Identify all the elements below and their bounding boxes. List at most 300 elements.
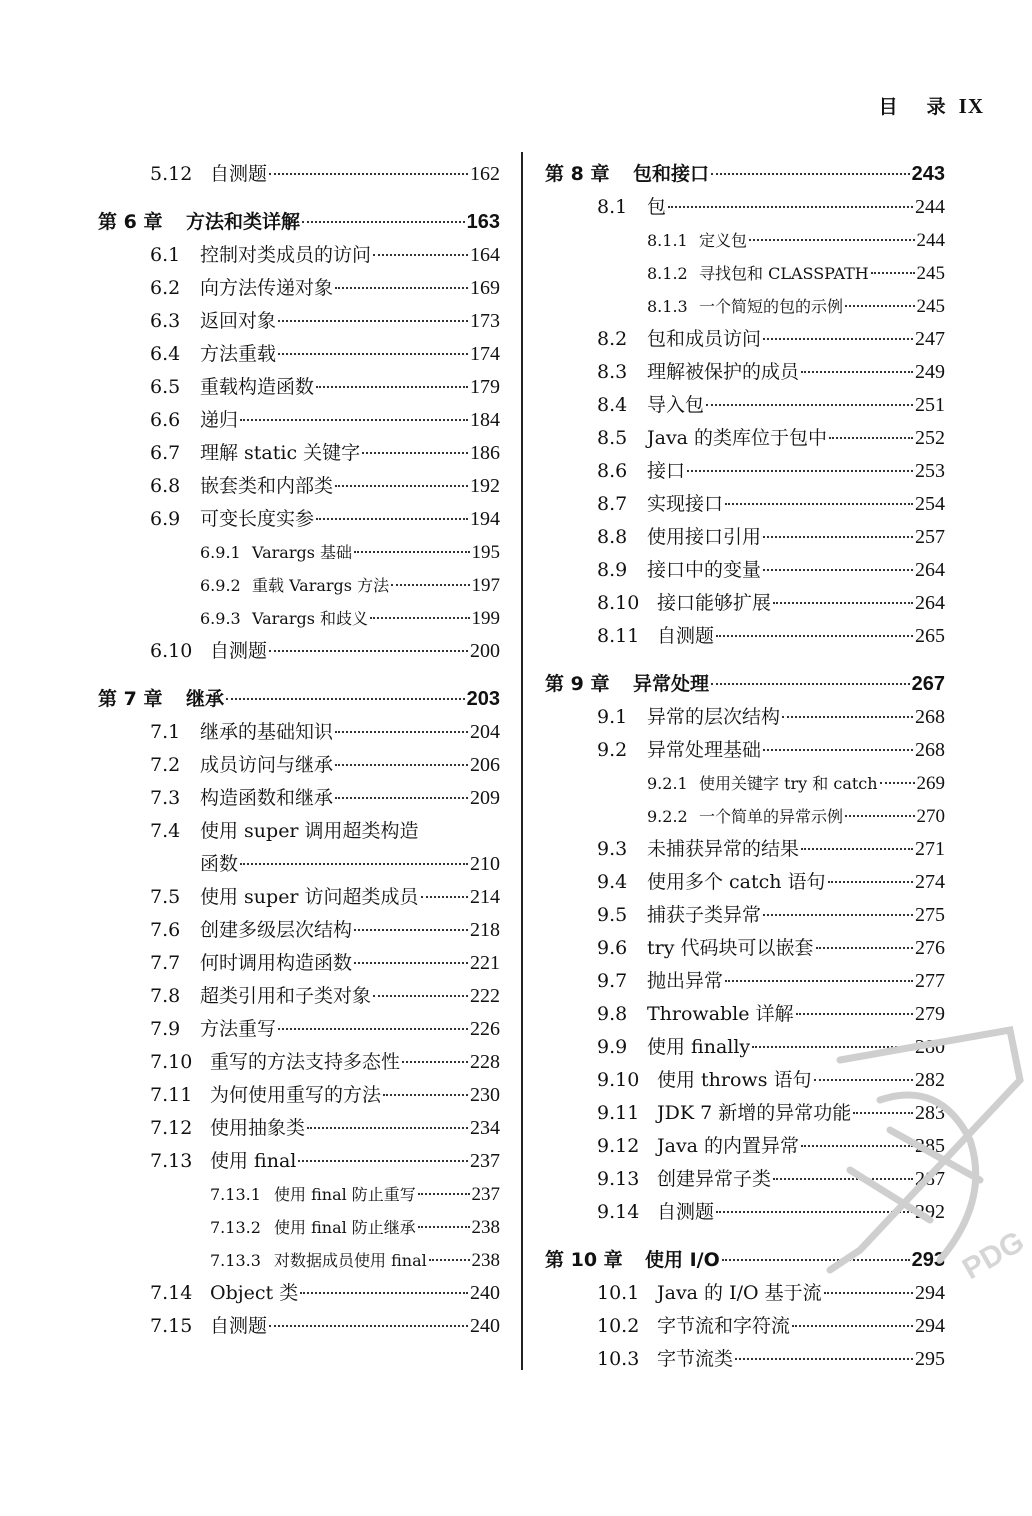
toc-entry[interactable] bbox=[545, 620, 945, 653]
entry-page: 238 bbox=[471, 1250, 500, 1271]
toc-entry[interactable] bbox=[545, 1064, 945, 1097]
entry-page: 200 bbox=[470, 640, 500, 662]
entry-number: 9.2.2 bbox=[647, 807, 688, 826]
toc-right-column bbox=[545, 158, 945, 1376]
toc-entry[interactable] bbox=[545, 1031, 945, 1064]
header-label-a: 目 bbox=[878, 96, 899, 118]
entry-number: 9.7 bbox=[597, 970, 628, 992]
toc-subentry[interactable] bbox=[545, 224, 945, 257]
leader-dots bbox=[429, 1259, 470, 1261]
entry-number: 7.14 bbox=[150, 1282, 193, 1304]
leader-dots bbox=[335, 287, 468, 289]
entry-title: 使用 finally bbox=[647, 1036, 751, 1058]
leader-dots bbox=[354, 962, 468, 964]
toc-chapter-entry[interactable] bbox=[545, 1244, 945, 1277]
entry-page: 237 bbox=[471, 1184, 500, 1205]
chapter-page: 203 bbox=[466, 688, 500, 710]
entry-number: 7.6 bbox=[150, 919, 181, 941]
entry-page: 179 bbox=[470, 376, 500, 398]
leader-dots bbox=[824, 1292, 913, 1294]
toc-entry[interactable] bbox=[98, 881, 500, 914]
toc-subentry[interactable] bbox=[545, 257, 945, 290]
entry-number: 8.4 bbox=[597, 394, 628, 416]
entry-number: 9.4 bbox=[597, 871, 628, 893]
entry-title: 继承的基础知识 bbox=[200, 721, 334, 743]
entry-title-continuation: 函数 bbox=[200, 853, 239, 875]
entry-page: 210 bbox=[470, 853, 500, 875]
toc-entry[interactable] bbox=[545, 1163, 945, 1196]
chapter-number: 第 8 章 bbox=[545, 163, 610, 185]
leader-dots bbox=[845, 305, 914, 307]
toc-subentry[interactable] bbox=[545, 290, 945, 323]
chapter-number: 第 7 章 bbox=[98, 688, 163, 710]
toc-entry[interactable] bbox=[98, 158, 500, 191]
leader-dots bbox=[307, 1127, 468, 1129]
toc-entry[interactable] bbox=[98, 1046, 500, 1079]
entry-title: 向方法传递对象 bbox=[200, 277, 334, 299]
leader-dots bbox=[752, 1046, 913, 1048]
entry-number: 8.7 bbox=[597, 493, 628, 515]
entry-title: 异常处理基础 bbox=[647, 739, 762, 761]
entry-number: 6.9.2 bbox=[200, 576, 241, 595]
entry-title: 接口 bbox=[647, 460, 686, 482]
leader-dots bbox=[402, 1061, 468, 1063]
leader-dots bbox=[668, 206, 913, 208]
entry-page: 294 bbox=[915, 1282, 945, 1304]
entry-title: 包和成员访问 bbox=[647, 328, 762, 350]
entry-number: 9.2.1 bbox=[647, 774, 688, 793]
entry-number: 7.13.3 bbox=[210, 1251, 261, 1270]
toc-entry[interactable] bbox=[545, 1097, 945, 1130]
entry-number: 6.2 bbox=[150, 277, 181, 299]
toc-chapter-entry[interactable] bbox=[98, 683, 500, 716]
entry-page: 237 bbox=[470, 1150, 500, 1172]
entry-number: 8.3 bbox=[597, 361, 628, 383]
toc-entry[interactable] bbox=[98, 782, 500, 815]
leader-dots bbox=[362, 452, 468, 454]
toc-entry[interactable] bbox=[98, 305, 500, 338]
entry-page: 194 bbox=[470, 508, 500, 530]
header-label-b: 录 bbox=[926, 96, 947, 118]
toc-entry[interactable] bbox=[545, 932, 945, 965]
entry-title: 构造函数和继承 bbox=[200, 787, 334, 809]
entry-title: 为何使用重写的方法 bbox=[210, 1084, 382, 1106]
entry-page: 253 bbox=[915, 460, 945, 482]
entry-number: 7.2 bbox=[150, 754, 181, 776]
leader-dots bbox=[335, 764, 468, 766]
toc-entry[interactable] bbox=[545, 356, 945, 389]
entry-title: JDK 7 新增的异常功能 bbox=[657, 1102, 852, 1124]
toc-entry[interactable] bbox=[545, 965, 945, 998]
entry-title: 自测题 bbox=[210, 163, 268, 185]
entry-page: 199 bbox=[471, 608, 500, 629]
running-header bbox=[879, 92, 984, 119]
chapter-title: 继承 bbox=[186, 688, 225, 710]
leader-dots bbox=[269, 173, 468, 175]
entry-number: 5.12 bbox=[150, 163, 193, 185]
entry-title: 何时调用构造函数 bbox=[200, 952, 353, 974]
entry-title: 一个简短的包的示例 bbox=[699, 297, 844, 316]
entry-number: 9.10 bbox=[597, 1069, 640, 1091]
toc-entry-continuation[interactable] bbox=[98, 848, 500, 881]
leader-dots bbox=[763, 338, 913, 340]
toc-subentry[interactable] bbox=[98, 602, 500, 635]
entry-title: 控制对类成员的访问 bbox=[200, 244, 372, 266]
toc-entry[interactable] bbox=[545, 1196, 945, 1229]
chapter-page: 243 bbox=[911, 163, 945, 185]
entry-number: 6.9 bbox=[150, 508, 181, 530]
entry-number: 9.6 bbox=[597, 937, 628, 959]
entry-page: 184 bbox=[470, 409, 500, 431]
entry-number: 7.13 bbox=[150, 1150, 193, 1172]
chapter-page: 163 bbox=[466, 211, 500, 233]
chapter-page: 267 bbox=[911, 673, 945, 695]
leader-dots bbox=[373, 254, 468, 256]
entry-title: Java 的 I/O 基于流 bbox=[657, 1282, 822, 1304]
entry-page: 265 bbox=[915, 625, 945, 647]
entry-page: 264 bbox=[915, 592, 945, 614]
toc-subentry[interactable] bbox=[545, 767, 945, 800]
entry-number: 7.5 bbox=[150, 886, 181, 908]
entry-page: 234 bbox=[470, 1117, 500, 1139]
entry-page: 240 bbox=[470, 1282, 500, 1304]
leader-dots bbox=[716, 1211, 913, 1213]
entry-title: 字节流类 bbox=[657, 1348, 734, 1370]
entry-number: 8.11 bbox=[597, 625, 640, 647]
leader-dots bbox=[828, 881, 913, 883]
toc-entry[interactable] bbox=[545, 899, 945, 932]
entry-title: 使用 final 防止继承 bbox=[274, 1218, 416, 1237]
toc-subentry[interactable] bbox=[98, 569, 500, 602]
toc-chapter-entry[interactable] bbox=[545, 668, 945, 701]
toc-entry[interactable] bbox=[545, 998, 945, 1031]
entry-page: 244 bbox=[915, 196, 945, 218]
leader-dots bbox=[725, 503, 913, 505]
entry-title: Varargs 和歧义 bbox=[252, 609, 369, 628]
toc-entry[interactable] bbox=[98, 437, 500, 470]
leader-dots bbox=[773, 602, 913, 604]
leader-dots bbox=[391, 584, 469, 586]
entry-title: 返回对象 bbox=[200, 310, 277, 332]
entry-title: 抛出异常 bbox=[647, 970, 724, 992]
entry-page: 247 bbox=[915, 328, 945, 350]
leader-dots bbox=[316, 518, 468, 520]
entry-title: 重载构造函数 bbox=[200, 376, 315, 398]
leader-dots bbox=[725, 980, 913, 982]
leader-dots bbox=[278, 1028, 468, 1030]
leader-dots bbox=[711, 173, 910, 175]
entry-page: 186 bbox=[470, 442, 500, 464]
leader-dots bbox=[845, 815, 914, 817]
toc-entry[interactable] bbox=[98, 716, 500, 749]
entry-title: 自测题 bbox=[657, 1201, 715, 1223]
entry-title: 接口能够扩展 bbox=[657, 592, 772, 614]
chapter-title: 使用 I/O bbox=[645, 1249, 720, 1271]
entry-page: 244 bbox=[916, 230, 945, 251]
leader-dots bbox=[226, 698, 465, 700]
leader-dots bbox=[801, 371, 913, 373]
entry-page: 195 bbox=[471, 542, 500, 563]
leader-dots bbox=[373, 995, 468, 997]
entry-page: 173 bbox=[470, 310, 500, 332]
entry-title: 一个简单的异常示例 bbox=[699, 807, 844, 826]
entry-title: 导入包 bbox=[647, 394, 705, 416]
entry-page: 294 bbox=[915, 1315, 945, 1337]
entry-page: 292 bbox=[915, 1201, 945, 1223]
entry-number: 7.7 bbox=[150, 952, 181, 974]
entry-page: 240 bbox=[470, 1315, 500, 1337]
entry-title: 方法重载 bbox=[200, 343, 277, 365]
entry-number: 6.4 bbox=[150, 343, 181, 365]
toc-subentry[interactable] bbox=[98, 536, 500, 569]
leader-dots bbox=[749, 239, 914, 241]
entry-title: 成员访问与继承 bbox=[200, 754, 334, 776]
entry-title: 自测题 bbox=[210, 1315, 268, 1337]
entry-number: 6.1 bbox=[150, 244, 181, 266]
toc-entry[interactable] bbox=[545, 422, 945, 455]
toc-entry[interactable] bbox=[545, 323, 945, 356]
entry-title: try 代码块可以嵌套 bbox=[647, 937, 814, 959]
toc-entry[interactable] bbox=[545, 1310, 945, 1343]
entry-number: 8.10 bbox=[597, 592, 640, 614]
entry-title: 嵌套类和内部类 bbox=[200, 475, 334, 497]
toc-entry[interactable] bbox=[98, 1310, 500, 1343]
entry-title: 自测题 bbox=[210, 640, 268, 662]
entry-page: 252 bbox=[915, 427, 945, 449]
entry-page: 197 bbox=[471, 575, 500, 596]
toc-entry[interactable] bbox=[545, 455, 945, 488]
leader-dots bbox=[722, 1259, 910, 1261]
entry-title: 使用接口引用 bbox=[647, 526, 762, 548]
entry-title: 理解 static 关键字 bbox=[200, 442, 361, 464]
entry-page: 169 bbox=[470, 277, 500, 299]
entry-page: 238 bbox=[471, 1217, 500, 1238]
column-divider bbox=[521, 152, 523, 1370]
toc-entry[interactable] bbox=[545, 734, 945, 767]
leader-dots bbox=[801, 848, 913, 850]
chapter-page: 293 bbox=[911, 1249, 945, 1271]
toc-entry[interactable] bbox=[98, 635, 500, 668]
leader-dots bbox=[763, 569, 913, 571]
entry-page: 277 bbox=[915, 970, 945, 992]
toc-entry[interactable] bbox=[545, 488, 945, 521]
entry-number: 6.7 bbox=[150, 442, 181, 464]
toc-entry[interactable] bbox=[545, 389, 945, 422]
toc-entry[interactable] bbox=[545, 587, 945, 620]
entry-number: 9.3 bbox=[597, 838, 628, 860]
toc-entry[interactable] bbox=[545, 554, 945, 587]
entry-number: 6.3 bbox=[150, 310, 181, 332]
entry-number: 6.8 bbox=[150, 475, 181, 497]
entry-title: 使用多个 catch 语句 bbox=[647, 871, 826, 893]
header-page-number: IX bbox=[958, 94, 984, 118]
leader-dots bbox=[782, 716, 913, 718]
toc-entry[interactable] bbox=[545, 1130, 945, 1163]
entry-title: 定义包 bbox=[699, 231, 748, 250]
leader-dots bbox=[418, 1193, 470, 1195]
entry-title: 异常的层次结构 bbox=[647, 706, 781, 728]
toc-chapter-entry[interactable] bbox=[98, 206, 500, 239]
toc-entry[interactable] bbox=[98, 1145, 500, 1178]
entry-page: 209 bbox=[470, 787, 500, 809]
entry-title: 使用抽象类 bbox=[210, 1117, 306, 1139]
entry-number: 6.5 bbox=[150, 376, 181, 398]
leader-dots bbox=[706, 404, 913, 406]
leader-dots bbox=[880, 782, 915, 784]
entry-title: 对数据成员使用 final bbox=[274, 1251, 427, 1270]
entry-number: 8.9 bbox=[597, 559, 628, 581]
entry-page: 264 bbox=[915, 559, 945, 581]
toc-entry[interactable] bbox=[545, 701, 945, 734]
toc-subentry[interactable] bbox=[98, 1244, 500, 1277]
entry-page: 214 bbox=[470, 886, 500, 908]
entry-number: 8.1 bbox=[597, 196, 628, 218]
toc-chapter-entry[interactable] bbox=[545, 158, 945, 191]
entry-title: 使用关键字 try 和 catch bbox=[699, 774, 878, 793]
toc-entry[interactable] bbox=[545, 833, 945, 866]
leader-dots bbox=[240, 419, 468, 421]
entry-title: Throwable 详解 bbox=[647, 1003, 794, 1025]
leader-dots bbox=[871, 272, 915, 274]
toc-entry[interactable] bbox=[98, 404, 500, 437]
entry-number: 8.5 bbox=[597, 427, 628, 449]
toc-entry[interactable] bbox=[98, 371, 500, 404]
leader-dots bbox=[298, 1160, 468, 1162]
entry-page: 279 bbox=[915, 1003, 945, 1025]
entry-title: 方法重写 bbox=[200, 1018, 277, 1040]
toc-entry[interactable] bbox=[545, 1277, 945, 1310]
leader-dots bbox=[773, 1178, 913, 1180]
toc-entry[interactable] bbox=[98, 272, 500, 305]
entry-number: 9.13 bbox=[597, 1168, 640, 1190]
entry-title: Java 的内置异常 bbox=[657, 1135, 800, 1157]
leader-dots bbox=[792, 1325, 913, 1327]
leader-dots bbox=[421, 896, 468, 898]
toc-entry[interactable] bbox=[98, 470, 500, 503]
entry-page: 275 bbox=[915, 904, 945, 926]
watermark-text: PDG bbox=[957, 1224, 1030, 1287]
entry-title: 未捕获异常的结果 bbox=[647, 838, 800, 860]
entry-number: 7.11 bbox=[150, 1084, 193, 1106]
toc-entry[interactable] bbox=[98, 1112, 500, 1145]
toc-entry[interactable] bbox=[545, 1343, 945, 1376]
entry-number: 8.2 bbox=[597, 328, 628, 350]
entry-number: 9.2 bbox=[597, 739, 628, 761]
entry-page: 222 bbox=[470, 985, 500, 1007]
leader-dots bbox=[300, 1292, 468, 1294]
entry-number: 8.1.3 bbox=[647, 297, 688, 316]
entry-title: 自测题 bbox=[657, 625, 715, 647]
entry-number: 9.8 bbox=[597, 1003, 628, 1025]
leader-dots bbox=[383, 1094, 468, 1096]
toc-entry[interactable] bbox=[98, 815, 500, 848]
entry-number: 9.9 bbox=[597, 1036, 628, 1058]
leader-dots bbox=[302, 221, 465, 223]
toc-entry[interactable] bbox=[545, 866, 945, 899]
leader-dots bbox=[796, 1013, 913, 1015]
leader-dots bbox=[801, 1145, 913, 1147]
leader-dots bbox=[716, 635, 913, 637]
entry-title: 理解被保护的成员 bbox=[647, 361, 800, 383]
entry-page: 230 bbox=[470, 1084, 500, 1106]
toc-entry[interactable] bbox=[98, 914, 500, 947]
leader-dots bbox=[687, 470, 913, 472]
entry-number: 8.6 bbox=[597, 460, 628, 482]
toc-entry[interactable] bbox=[98, 749, 500, 782]
entry-page: 251 bbox=[915, 394, 945, 416]
toc-subentry[interactable] bbox=[98, 1178, 500, 1211]
entry-number: 10.1 bbox=[597, 1282, 640, 1304]
entry-page: 204 bbox=[470, 721, 500, 743]
toc-entry[interactable] bbox=[545, 191, 945, 224]
entry-number: 6.9.1 bbox=[200, 543, 241, 562]
entry-title: 字节流和字符流 bbox=[657, 1315, 791, 1337]
entry-page: 174 bbox=[470, 343, 500, 365]
entry-number: 9.12 bbox=[597, 1135, 640, 1157]
entry-title: 使用 super 访问超类成员 bbox=[200, 886, 419, 908]
entry-page: 221 bbox=[470, 952, 500, 974]
entry-number: 10.2 bbox=[597, 1315, 640, 1337]
leader-dots bbox=[278, 353, 468, 355]
toc-entry[interactable] bbox=[98, 1079, 500, 1112]
leader-dots bbox=[316, 386, 468, 388]
entry-page: 271 bbox=[915, 838, 945, 860]
chapter-title: 包和接口 bbox=[633, 163, 710, 185]
entry-title: 创建异常子类 bbox=[657, 1168, 772, 1190]
toc-entry[interactable] bbox=[98, 503, 500, 536]
entry-title: 使用 final 防止重写 bbox=[274, 1185, 416, 1204]
toc-entry[interactable] bbox=[98, 1013, 500, 1046]
toc-entry[interactable] bbox=[98, 947, 500, 980]
toc-entry[interactable] bbox=[98, 980, 500, 1013]
leader-dots bbox=[735, 1358, 913, 1360]
entry-number: 9.5 bbox=[597, 904, 628, 926]
entry-title: 超类引用和子类对象 bbox=[200, 985, 372, 1007]
entry-page: 226 bbox=[470, 1018, 500, 1040]
toc-entry[interactable] bbox=[98, 338, 500, 371]
leader-dots bbox=[269, 1325, 468, 1327]
entry-number: 7.15 bbox=[150, 1315, 193, 1337]
entry-page: 206 bbox=[470, 754, 500, 776]
entry-page: 218 bbox=[470, 919, 500, 941]
toc-entry[interactable] bbox=[98, 239, 500, 272]
toc-entry[interactable] bbox=[98, 1277, 500, 1310]
leader-dots bbox=[829, 437, 913, 439]
leader-dots bbox=[354, 551, 469, 553]
entry-title: 使用 super 调用超类构造 bbox=[200, 820, 419, 842]
leader-dots bbox=[269, 650, 468, 652]
entry-page: 162 bbox=[470, 163, 500, 185]
toc-subentry[interactable] bbox=[98, 1211, 500, 1244]
entry-page: 268 bbox=[915, 706, 945, 728]
entry-title: 捕获子类异常 bbox=[647, 904, 762, 926]
entry-number: 9.11 bbox=[597, 1102, 640, 1124]
toc-subentry[interactable] bbox=[545, 800, 945, 833]
entry-number: 8.1.1 bbox=[647, 231, 688, 250]
entry-page: 269 bbox=[916, 773, 945, 794]
entry-title: 创建多级层次结构 bbox=[200, 919, 353, 941]
leader-dots bbox=[853, 1112, 913, 1114]
entry-number: 7.4 bbox=[150, 820, 181, 842]
entry-title: 递归 bbox=[200, 409, 239, 431]
entry-number: 6.6 bbox=[150, 409, 181, 431]
leader-dots bbox=[816, 947, 914, 949]
leader-dots bbox=[814, 1079, 914, 1081]
toc-entry[interactable] bbox=[545, 521, 945, 554]
entry-page: 257 bbox=[915, 526, 945, 548]
entry-page: 283 bbox=[915, 1102, 945, 1124]
entry-number: 9.1 bbox=[597, 706, 628, 728]
